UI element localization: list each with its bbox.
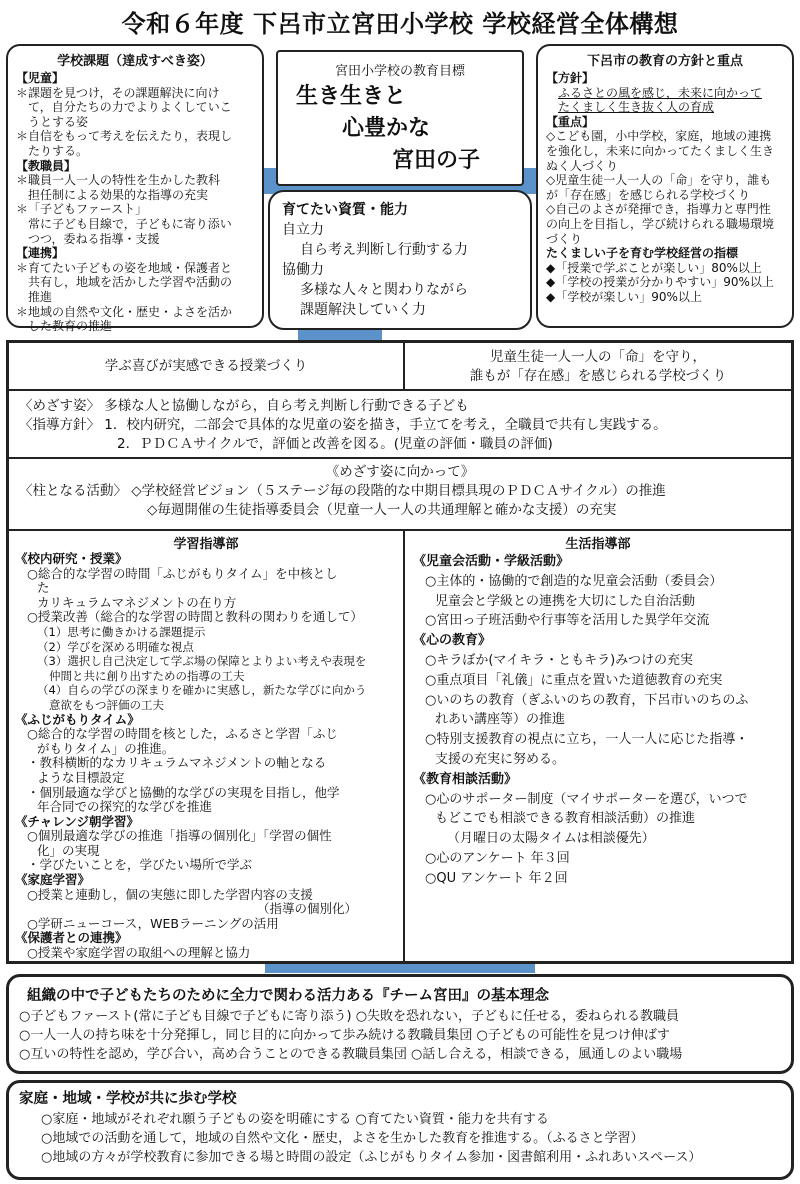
life-line-11: 《教育相談活動》: [413, 771, 518, 787]
toward-section: [9, 459, 791, 529]
aim-section: [9, 391, 791, 459]
city-line-13: ◆「授業で学ぶことが楽しい」80%以上: [546, 260, 762, 275]
study-dept-heading: 学習指導部: [173, 537, 239, 552]
city-line-0: 【方針】: [546, 71, 595, 85]
issues-line-16: ＊地域の自然や文化・歴史・よさを活か: [16, 304, 233, 319]
education-goal-line3: 宮田の子: [392, 148, 481, 173]
study-line-6: （2）学びを深める明確な視点: [37, 639, 194, 654]
issues-line-1: ＊課題を見つけ，その課題解決に向け: [16, 85, 220, 100]
school-issues-heading: 学校課題（達成すべき姿）: [57, 54, 213, 69]
school-issues-list: [16, 71, 254, 334]
issues-line-0: 【児童】: [16, 71, 65, 85]
life-line-7: ○いのちの教育（ぎふいのちの教育，下呂市いのちのふ: [425, 692, 749, 708]
life-line-14: （月曜日の太陽タイムは相談優先）: [447, 831, 655, 847]
team-miyata-heading: 組織の中で子どもたちのために全力で関わる活力ある『チーム宮田』の基本理念: [27, 988, 549, 1004]
toward-activity-1: 〈柱となる活動〉 ◇学校経営ビジョン（５ステージ毎の段階的な中期目標具現のＰＤＣＡサイクル）の推進: [19, 483, 666, 499]
life-line-1: ○主体的・協働的で創造的な児童会活動（委員会）: [425, 573, 723, 589]
issues-line-6: 【教職員】: [16, 158, 77, 173]
life-line-2: 児童会と学級との連携を大切にした自治活動: [435, 593, 696, 609]
study-line-27: ○授業や家庭学習の取組への理解と協力: [27, 945, 251, 961]
life-line-16: ○QU アンケート 年２回: [425, 870, 568, 886]
study-line-8: 仲間と共に創り出すための指導の工夫: [49, 668, 245, 683]
pillar-learning: 学ぶ喜びが実感できる授業づくり: [104, 358, 308, 374]
skill-independence-desc: 自ら考え判断し行動する力: [300, 242, 468, 258]
study-line-24: （指導の個別化）: [256, 901, 357, 917]
team-principle-3: ○互いの特性を認め，学び合い，高め合うことのできる教職員集団 ○話し合える，相談できる，風通しのよい職場: [19, 1047, 683, 1062]
team-miyata-panel: [6, 974, 794, 1074]
life-dept-panel: [405, 529, 791, 961]
study-dept-panel: [9, 529, 405, 961]
life-line-0: 《児童会活動・学級活動》: [413, 554, 570, 569]
community-item-3: ○地域の方々が学校教育に参加できる場と時間の設定（ふじがもりタイム参加・図書館利用・ふれあいスペース）: [41, 1150, 702, 1165]
city-line-7: ◇児童生徒一人一人の「命」を守り，誰も: [546, 173, 772, 188]
study-line-19: ○個別最適な学びの推進「指導の個別化」「学習の個性: [27, 828, 332, 844]
team-principle-1: ○子どもファースト(常に子ども目線で子どもに寄り添う) ○失敗を恐れない，子どもに任せる，委ねられる教職員: [19, 1009, 680, 1024]
pillar-life-line2: 誰もが「存在感」を感じられる学校づくり: [469, 368, 727, 384]
community-item-1: ○家庭・地域がそれぞれ願う子どもの姿を明確にする ○育てたい資質・能力を共有する: [41, 1112, 549, 1127]
skills-panel: [268, 190, 532, 330]
community-heading: 家庭・地域・学校が共に歩む学校: [19, 1091, 237, 1107]
study-line-14: ・教科横断的なカリキュラムマネジメントの軸となる: [27, 755, 327, 771]
city-line-8: が「存在感」を感じられる学校づくり: [546, 187, 751, 202]
community-item-2: ○地域での活動を通して，地域の自然や文化・歴史，よさを生かした教育を推進する。（ふるさと学習）: [41, 1131, 644, 1146]
team-principle-2: ○一人一人の持ち味を十分発揮し，同じ目的に向かって歩み続ける教職員集団 ○子どもの可能性を見つけ伸ばす: [19, 1028, 670, 1043]
study-line-12: ○総合的な学習の時間を核とした，ふるさと学習「ふじ: [27, 726, 338, 742]
pillar-life-line1: 児童生徒一人一人の「命」を守り，: [490, 349, 706, 365]
main-structure-panel: [6, 340, 794, 964]
study-line-3: カリキュラムマネジメントの在り方: [37, 594, 237, 610]
life-line-10: 支援の充実に努める。: [435, 751, 566, 767]
life-line-3: ○宮田っ子班活動や行事等を活用した異学年交流: [425, 613, 710, 629]
city-line-2: たくましく生き抜く人の育成: [558, 100, 715, 115]
study-line-11: 《ふじがもりタイム》: [15, 711, 140, 727]
study-line-13: がもりタイム」の推進。: [37, 740, 175, 756]
issues-line-12: 【連携】: [16, 246, 65, 261]
issues-line-9: ＊「子どもファースト」: [16, 202, 148, 217]
study-line-2: た: [37, 580, 50, 596]
city-line-5: を強化し，未来に向かってたくましく生き: [546, 143, 775, 158]
city-policy-list: [546, 71, 784, 305]
education-goal-line1: 生き生きと: [296, 84, 407, 109]
issues-line-10: 常に子ども目線で，子どもに寄り添い: [28, 216, 232, 231]
issues-line-11: つつ，委ねる指導・支援: [28, 231, 160, 246]
page-title: 令和６年度 下呂市立宮田小学校 学校経営全体構想: [121, 10, 679, 38]
toward-heading: 《めざす姿に向かって》: [325, 464, 475, 480]
study-line-15: ような目標設定: [37, 769, 125, 785]
city-line-11: づくり: [546, 231, 583, 246]
life-line-6: ○重点項目「礼儀」に重点を置いた道徳教育の充実: [425, 672, 723, 688]
community-panel: [6, 1080, 794, 1180]
skill-collaboration-desc1: 多様な人々と関わりながら: [300, 282, 468, 298]
issues-line-15: 推進: [28, 289, 53, 304]
education-goal-panel: [276, 50, 524, 186]
issues-line-17: した教育の推進: [28, 319, 113, 334]
issues-line-7: ＊職員一人一人の特性を生かした教科: [16, 173, 221, 188]
issues-line-8: 担任制による効果的な指導の充実: [28, 187, 209, 202]
life-line-12: ○心のサポーター制度（マイサポーターを選び，いつで: [425, 791, 748, 807]
pillar-row: [9, 343, 791, 391]
study-line-22: 《家庭学習》: [15, 872, 91, 888]
school-issues-panel: [6, 44, 264, 334]
life-dept-heading: 生活指導部: [565, 537, 631, 552]
city-line-3: 【重点】: [546, 114, 595, 129]
study-line-25: ○学研ニューコース，WEBラーニングの活用: [27, 915, 279, 931]
city-line-4: ◇こども園，小中学校，家庭，地域の連携: [546, 129, 772, 144]
city-line-9: ◇自己のよさが発揮でき，指導力と専門性: [546, 202, 771, 217]
life-dept-list: [413, 552, 783, 889]
study-line-9: （4）自らの学びの深まりを確かに実感し，新たな学びに向かう: [37, 683, 367, 698]
city-line-1: ふるさとの風を感じ，未来に向かって: [558, 85, 763, 100]
life-line-15: ○心のアンケート 年３回: [425, 850, 570, 866]
study-line-4: ○授業改善（総合的な学習の時間と教科の関わりを通して）: [27, 609, 363, 625]
connector-bar-bottom: [265, 963, 535, 973]
issues-line-3: うとする姿: [28, 114, 89, 129]
skill-collaboration: 協働力: [282, 262, 324, 278]
study-line-21: ・学びたいことを，学びたい場所で学ぶ: [27, 857, 253, 873]
city-policy-panel: [536, 44, 794, 328]
study-line-1: ○総合的な学習の時間「ふじがもりタイム」を中核とし: [27, 565, 338, 581]
life-line-9: ○特別支援教育の視点に立ち，一人一人に応じた指導・: [425, 732, 749, 748]
issues-line-5: たりする。: [28, 143, 89, 158]
aim-target: 〈めざす姿〉 多様な人と協働しながら，自ら考え判断し行動できる子ども: [19, 398, 469, 414]
study-line-18: 《チャレンジ朝学習》: [15, 813, 140, 829]
issues-line-4: ＊自信をもって考えを伝えたり，表現し: [16, 129, 233, 144]
study-line-0: 《校内研究・授業》: [15, 551, 128, 566]
aim-policy-2: 2．ＰＤＣＡサイクルで，評価と改善を図る。(児童の評価・職員の評価): [117, 436, 553, 452]
study-line-5: （1）思考に働きかける課題提示: [37, 624, 206, 639]
study-line-16: ・個別最適な学びと協働的な学びの実現を目指し，他学: [27, 784, 340, 800]
education-goal-line2: 心豊かな: [342, 116, 431, 141]
city-policy-heading: 下呂市の教育の方針と重点: [586, 54, 743, 69]
city-line-15: ◆「学校が楽しい」90%以上: [546, 289, 702, 304]
toward-activity-2: ◇毎週開催の生徒指導委員会（児童一人一人の共通理解と確かな支援）の充実: [147, 502, 617, 518]
study-line-17: 年合同での探究的な学びを推進: [37, 799, 213, 815]
city-line-14: ◆「学校の授業が分かりやすい」90%以上: [546, 275, 774, 290]
study-line-20: 化」の実現: [37, 842, 100, 858]
study-line-10: 意欲をもつ評価の工夫: [49, 697, 164, 712]
life-line-13: もどこでも相談できる教育相談活動）の推進: [435, 811, 696, 827]
city-line-12: たくましい子を育む学校経営の指標: [546, 246, 739, 261]
issues-line-14: 共有し，地域を活かした学習や活動の: [28, 275, 233, 290]
study-line-26: 《保護者との連携》: [15, 930, 128, 946]
city-line-10: の向上を目指し，学び続けられる職場環境: [546, 216, 775, 231]
education-goal-label: 宮田小学校の教育目標: [334, 64, 465, 79]
city-line-6: ぬく人づくり: [546, 158, 619, 173]
aim-policy-1: 〈指導方針〉 1．校内研究，二部会で具体的な児童の姿を描き，手立てを考え，全職員で共有し実践する。: [19, 417, 667, 433]
study-dept-list: [15, 552, 397, 961]
life-line-8: れあい講座等）の推進: [435, 712, 566, 728]
issues-line-2: て，自分たちの力でよりよくしていこ: [28, 100, 232, 115]
issues-line-13: ＊育てたい子どもの姿を地域・保護者と: [16, 260, 233, 275]
skill-independence: 自立力: [282, 222, 324, 238]
life-line-5: ○キラぼか(マイキラ・ともキラ)みつけの充実: [425, 652, 693, 668]
study-line-23: ○授業と連動し，個の実態に即した学習内容の支援: [27, 886, 313, 902]
skill-collaboration-desc2: 課題解決していく力: [300, 302, 426, 318]
connector-bar-mid: [298, 330, 382, 340]
study-line-7: （3）選択し自己決定して学ぶ場の保障とよりよい考えや表現を: [37, 654, 367, 669]
life-line-4: 《心の教育》: [413, 633, 492, 649]
skills-heading: 育てたい資質・能力: [282, 202, 408, 218]
